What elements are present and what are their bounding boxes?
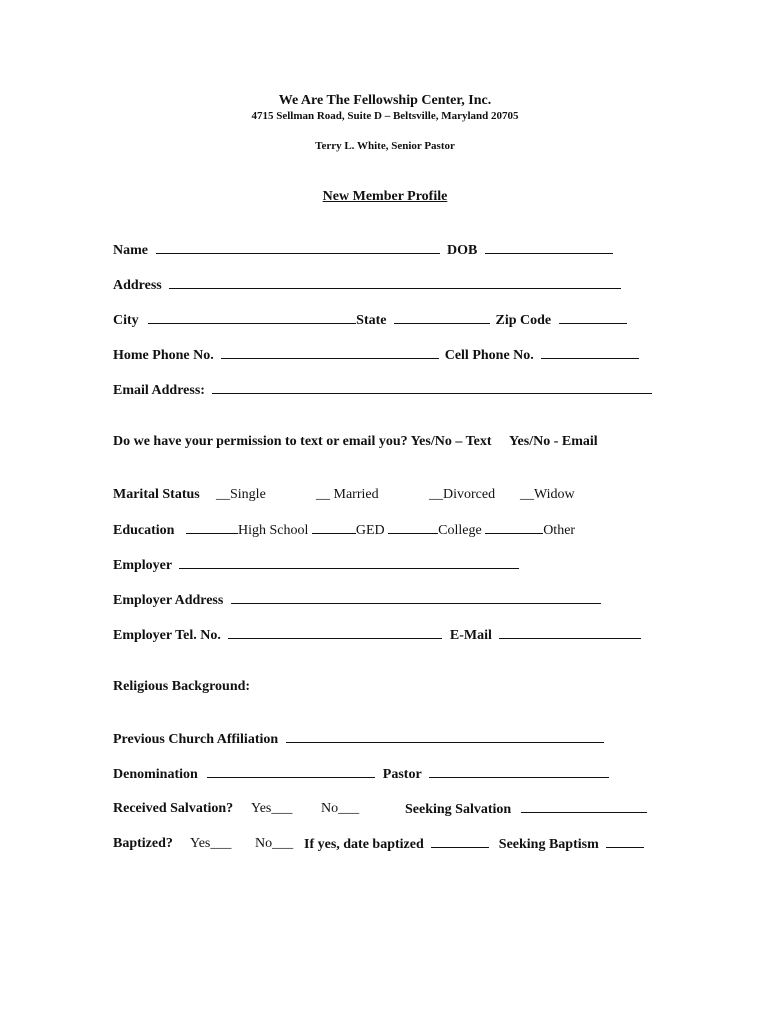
education-high-school: High School — [237, 523, 309, 538]
religious-background-row — [113, 678, 250, 696]
employer-email-label: E-Mail — [449, 628, 492, 643]
email-field[interactable] — [212, 381, 652, 394]
marital-row — [113, 486, 200, 504]
education-other: Other — [543, 523, 576, 538]
seeking-salvation-group — [405, 800, 647, 818]
education-label: Education — [113, 523, 175, 538]
seeking-salvation-field[interactable] — [521, 800, 647, 813]
employer-address-row — [113, 591, 601, 609]
religious-background-label: Religious Background: — [113, 679, 251, 694]
state-field[interactable] — [394, 311, 490, 324]
home-phone-field[interactable] — [221, 346, 439, 359]
employer-tel-field[interactable] — [228, 626, 442, 639]
previous-church-label: Previous Church Affiliation — [113, 732, 279, 747]
permission-email: Yes/No - Email — [509, 434, 598, 449]
marital-married[interactable]: __ Married — [316, 487, 379, 502]
cell-phone-field[interactable] — [541, 346, 639, 359]
baptized-no[interactable]: No___ — [255, 836, 294, 851]
education-college: College — [438, 523, 482, 538]
education-row — [113, 521, 575, 539]
cell-phone-label: Cell Phone No. — [444, 348, 534, 363]
baptized-row — [113, 835, 173, 853]
salvation-row — [113, 800, 233, 818]
name-field[interactable] — [156, 241, 440, 254]
name-label: Name — [113, 243, 148, 258]
senior-pastor: Terry L. White, Senior Pastor — [315, 140, 455, 152]
seeking-baptism-label: Seeking Baptism — [498, 837, 599, 852]
baptism-date-field[interactable] — [431, 835, 489, 848]
home-phone-label: Home Phone No. — [113, 348, 214, 363]
employer-tel-row — [113, 626, 641, 644]
address-label: Address — [113, 278, 162, 293]
city-label: City — [113, 313, 139, 328]
employer-field[interactable] — [179, 556, 519, 569]
seeking-baptism-field[interactable] — [606, 835, 644, 848]
phone-row — [113, 346, 639, 364]
form-title: New Member Profile — [322, 189, 448, 204]
salvation-no[interactable]: No___ — [321, 801, 360, 816]
zip-label: Zip Code — [495, 313, 552, 328]
employer-email-field[interactable] — [499, 626, 641, 639]
seeking-salvation-label: Seeking Salvation — [405, 802, 512, 817]
email-row — [113, 381, 652, 399]
zip-field[interactable] — [559, 311, 627, 324]
baptized-yes[interactable]: Yes___ — [190, 836, 232, 851]
dob-field[interactable] — [485, 241, 613, 254]
marital-single[interactable]: __Single — [216, 487, 266, 502]
address-row — [113, 276, 621, 294]
denomination-field[interactable] — [207, 765, 375, 778]
previous-church-field[interactable] — [286, 730, 604, 743]
city-row — [113, 311, 627, 329]
education-college-blank[interactable] — [388, 521, 438, 534]
employer-address-field[interactable] — [231, 591, 601, 604]
denomination-label: Denomination — [113, 767, 198, 782]
education-other-blank[interactable] — [485, 521, 543, 534]
employer-address-label: Employer Address — [113, 593, 224, 608]
employer-label: Employer — [113, 558, 172, 573]
address-field[interactable] — [169, 276, 621, 289]
pastor-label: Pastor — [382, 767, 422, 782]
marital-label: Marital Status — [113, 487, 200, 502]
pastor-field[interactable] — [429, 765, 609, 778]
dob-label: DOB — [447, 243, 478, 258]
received-salvation-label: Received Salvation? — [113, 801, 234, 816]
organization-address: 4715 Sellman Road, Suite D – Beltsville, Maryland 20705 — [251, 110, 519, 122]
name-row — [113, 241, 613, 259]
marital-divorced[interactable]: __Divorced — [429, 487, 496, 502]
education-ged-blank[interactable] — [312, 521, 356, 534]
city-field[interactable] — [148, 311, 356, 324]
permission-text: Do we have your permission to text or email you? Yes/No – Text — [113, 434, 492, 449]
education-high-school-blank[interactable] — [186, 521, 238, 534]
baptism-details-group — [304, 835, 644, 853]
denomination-row — [113, 765, 609, 783]
employer-row — [113, 556, 519, 574]
if-yes-date-label: If yes, date baptized — [304, 837, 424, 852]
permission-row — [113, 433, 598, 451]
form-title-wrap — [0, 189, 770, 205]
previous-church-row — [113, 730, 604, 748]
education-ged: GED — [355, 523, 385, 538]
employer-tel-label: Employer Tel. No. — [113, 628, 221, 643]
salvation-yes[interactable]: Yes___ — [251, 801, 293, 816]
state-label: State — [356, 313, 387, 328]
organization-name: We Are The Fellowship Center, Inc. — [278, 93, 492, 108]
baptized-label: Baptized? — [113, 836, 173, 851]
marital-widow[interactable]: __Widow — [520, 487, 575, 502]
email-label: Email Address: — [113, 383, 205, 398]
